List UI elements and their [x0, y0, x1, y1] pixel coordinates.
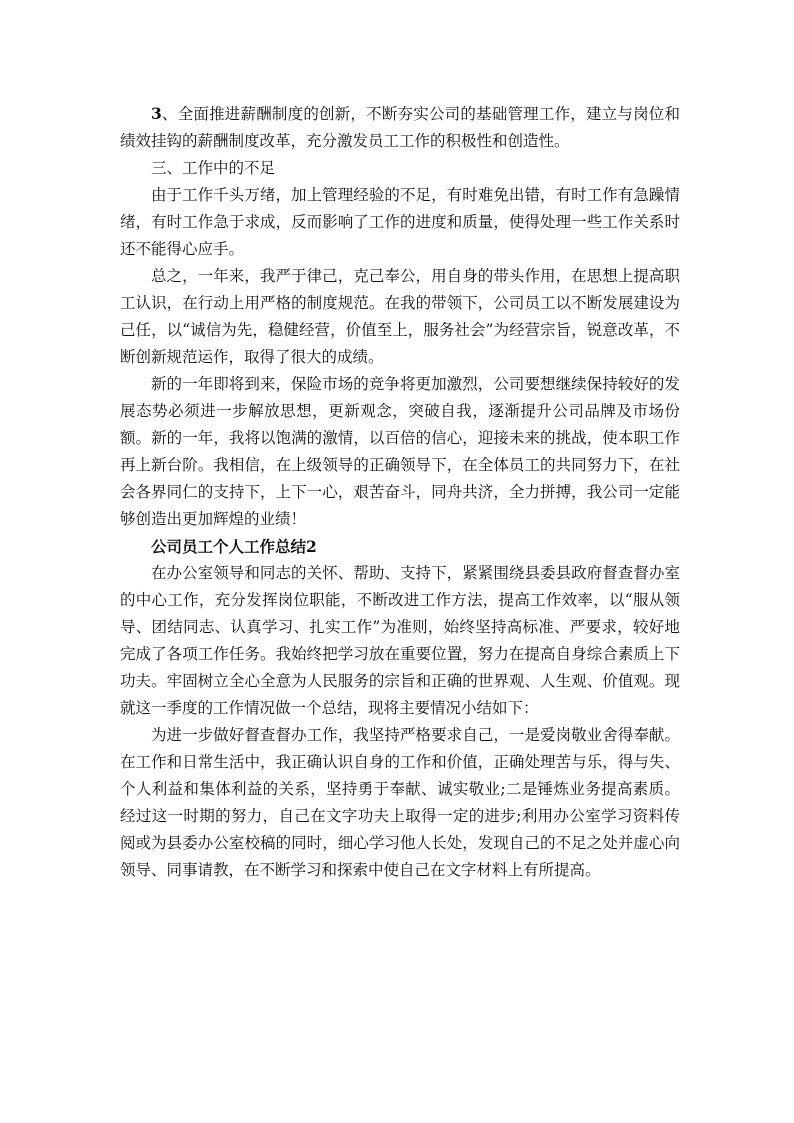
document-section-title: 公司员工个人工作总结2 [151, 537, 317, 556]
paragraph-work-details: 为进一步做好督查督办工作，我坚持严格要求自己，一是爱岗敬业舍得奉献。在工作和日常生活中，我正确认识自身的工作和价值，正确处理苦与乐，得与失、个人利益和集体利益的关系，坚持勇于奉献、诚实敬业;二是锤炼业务提高素质。经过这一时期的努力，自己在文字功夫上取得一定的进步;利用办公室学习资料传阅或为县委办公室校稿的同时，细心学习他人长处，发现自己的不足之处并虚心向领导、同事请教，在不断学习和探索中使自己在文字材料上有所提高。 [120, 726, 680, 879]
document-page [120, 100, 680, 884]
paragraph-new-year: 新的一年即将到来，保险市场的竞争将更加激烈，公司要想继续保持较好的发展态势必须进一步解放思想，更新观念，突破自我，逐渐提升公司品牌及市场份额。新的一年，我将以饱满的激情，以百倍的信心，迎接未来的挑战，使本职工作再上新台阶。我相信，在上级领导的正确领导下，在全体员工的共同努力下，在社会各界同仁的支持下，上下一心，艰苦奋斗，同舟共济，全力拼搏，我公司一定能够创造出更加辉煌的业绩！ [120, 375, 680, 528]
paragraph-intro: 在办公室领导和同志的关怀、帮助、支持下，紧紧围绕县委县政府督查督办室的中心工作，充分发挥岗位职能，不断改进工作方法，提高工作效率，以“服从领导、团结同志、认真学习、扎实工作”为准则，始终坚持高标准、严要求，较好地完成了各项工作任务。我始终把学习放在重要位置，努力在提高自身综合素质上下功夫。牢固树立全心全意为人民服务的宗旨和正确的世界观、人生观、价值观。现就这一季度的工作情况做一个总结，现将主要情况小结如下： [120, 564, 680, 717]
paragraph-text: 、全面推进薪酬制度的创新，不断夯实公司的基础管理工作，建立与岗位和绩效挂钩的薪酬制度改革，充分激发员工工作的积极性和创造性。 [120, 105, 680, 150]
paragraph-salary-reform [120, 100, 680, 155]
paragraph-shortcomings: 由于工作千头万绪，加上管理经验的不足，有时难免出错，有时工作有急躁情绪，有时工作急于求成，反而影响了工作的进度和质量，使得处理一些工作关系时还不能得心应手。 [120, 186, 680, 258]
paragraph-summary: 总之，一年来，我严于律己，克己奉公，用自身的带头作用，在思想上提高职工认识，在行动上用严格的制度规范。在我的带领下，公司员工以不断发展建设为己任，以“诚信为先，稳健经营，价值至上，服务社会”为经营宗旨，锐意改革，不断创新规范运作，取得了很大的成绩。 [120, 267, 680, 366]
list-number: 3 [151, 104, 162, 123]
section-heading-shortcomings: 三、工作中的不足 [151, 159, 276, 177]
